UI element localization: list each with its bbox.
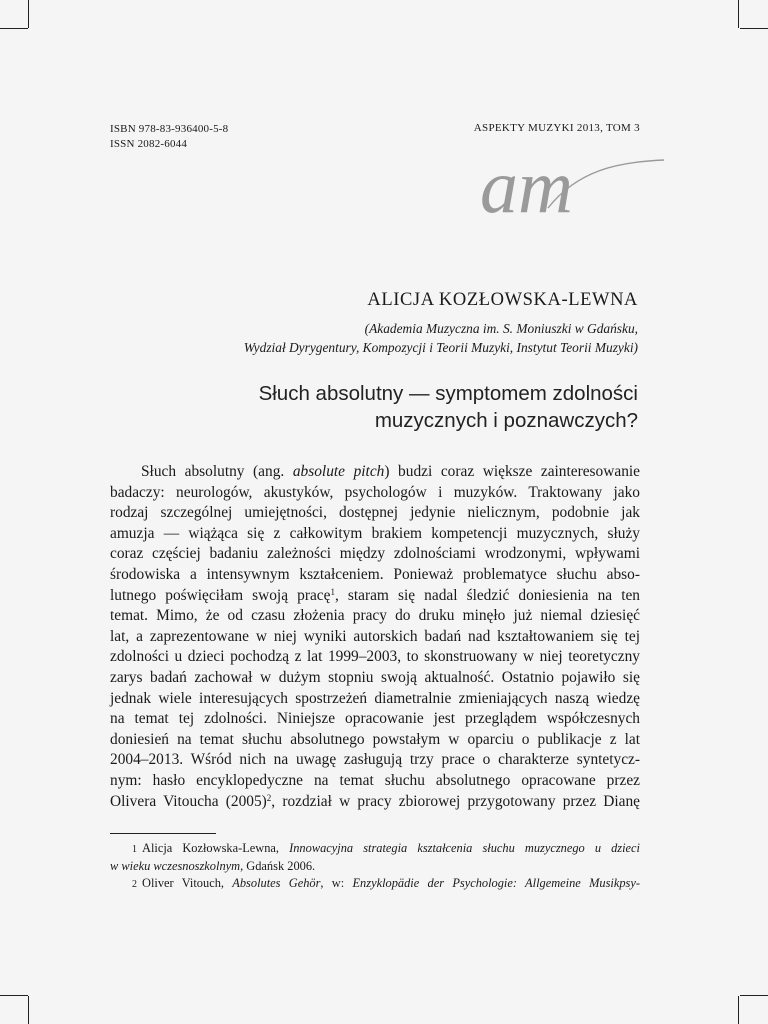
title-line-2: muzycznych i poznawczych? (374, 409, 638, 432)
crop-mark-bottom-left-h (0, 995, 28, 996)
body-line: zarys badań zachował w dużym stopniu swoją aktualność. Ostatnio pojawiło się (110, 668, 640, 686)
body-line: 2004–2013. Wśród nich na uwagę zasługują trzy prace o charakterze syntetycz- (110, 751, 640, 769)
footnote-ref-1[interactable]: 1 (330, 586, 335, 597)
body-line: lat, a zaprezentowane w niej wyniki autorskich badań nad kształtowaniem się tej (110, 627, 640, 645)
body-line: badaczy: neurologów, akustyków, psychologów i muzyków. Traktowany jako (110, 483, 640, 501)
publication-ids (110, 122, 228, 152)
crop-mark-bottom-left (28, 996, 29, 1024)
body-line: nym: hasło encyklopedyczne na temat słuchu absolutnego opracowane przez (110, 771, 640, 789)
article-body (110, 462, 640, 812)
issn: ISSN 2082-6044 (110, 138, 188, 150)
footnote-1-line-2: w wieku wczesnoszkolnym, Gdańsk 2006. (110, 858, 316, 873)
footnote-ref-2[interactable]: 2 (266, 792, 272, 803)
body-line: na temat tej zdolności. Niniejsze opracowanie jest przeglądem współczesnych (110, 710, 640, 728)
title-line-1: Słuch absolutny — symptomem zdolności (258, 382, 638, 405)
author-affiliation (78, 319, 638, 357)
body-line: środowiska a intensywnym kształceniem. Ponieważ problematyce słuchu abso- (110, 565, 640, 583)
body-line: Słuch absolutny (ang. absolute pitch) budzi coraz większe zainteresowanie (141, 463, 640, 480)
crop-mark-bottom-right-h (740, 995, 768, 996)
body-line: rodzaj szczególnej umiejętności, dostępnej jedynie nielicznym, podobnie jak (110, 504, 640, 522)
crop-mark-bottom-right (738, 996, 739, 1024)
article-title (78, 380, 638, 434)
journal-header: ASPEKTY MUZYKI 2013, TOM 3 (473, 122, 640, 134)
footnote-2-line-1: 2 Oliver Vitouch, Absolutes Gehör, w: Enzyklopädie der Psychologie: Allgemeine Musikpsy- (132, 876, 641, 890)
body-line: jednak wiele interesujących spostrzeżeń diametralnie zmieniających naszą wiedzę (110, 689, 640, 707)
logo-text: am (480, 150, 573, 229)
isbn: ISBN 978-83-936400-5-8 (110, 123, 229, 135)
journal-logo (478, 150, 668, 230)
body-line: zdolności u dzieci pochodzą z lat 1999–2003, to skonstruowany w niej teoretyczny (110, 648, 640, 666)
crop-mark-top-left-h (0, 28, 28, 29)
body-line: temat. Mimo, że od czasu złożenia pracy do druku minęło już niemal dziesięć (110, 607, 640, 625)
footnote-divider (110, 833, 216, 834)
crop-mark-top-right-h (740, 28, 768, 29)
affiliation-line-2: Wydział Dyrygentury, Kompozycji i Teorii Muzyki, Instytut Teorii Muzyki) (243, 340, 638, 355)
body-line: coraz częściej badaniu zależności między zdolnościami wrodzonymi, wpływami (110, 545, 640, 563)
body-line: Olivera Vitoucha $(2005)^2$, rozdział w pracy zbiorowej przygotowany przez Dianę (110, 792, 640, 810)
body-line: lutnego poświęciłam swoją pracę$^1$, staram się nadal śledzić doniesienia na ten (110, 586, 640, 604)
footnote-1-line-1: 1 Alicja Kozłowska-Lewna, Innowacyjna strategia kształcenia słuchu muzycznego u dzieci (132, 841, 640, 855)
author-name: ALICJA KOZŁOWSKA-LEWNA (367, 290, 638, 310)
body-line: amuzja — wiążąca się z całkowitym brakiem kompetencji muzycznych, służy (110, 524, 640, 542)
footnotes (110, 840, 640, 893)
body-line: doniesień na temat słuchu absolutnego powstałym w oparciu o publikacje z lat (110, 730, 640, 748)
crop-mark-top-left (28, 0, 29, 28)
crop-mark-top-right (738, 0, 739, 28)
affiliation-line-1: (Akademia Muzyczna im. S. Moniuszki w Gdańsku, (364, 321, 638, 336)
